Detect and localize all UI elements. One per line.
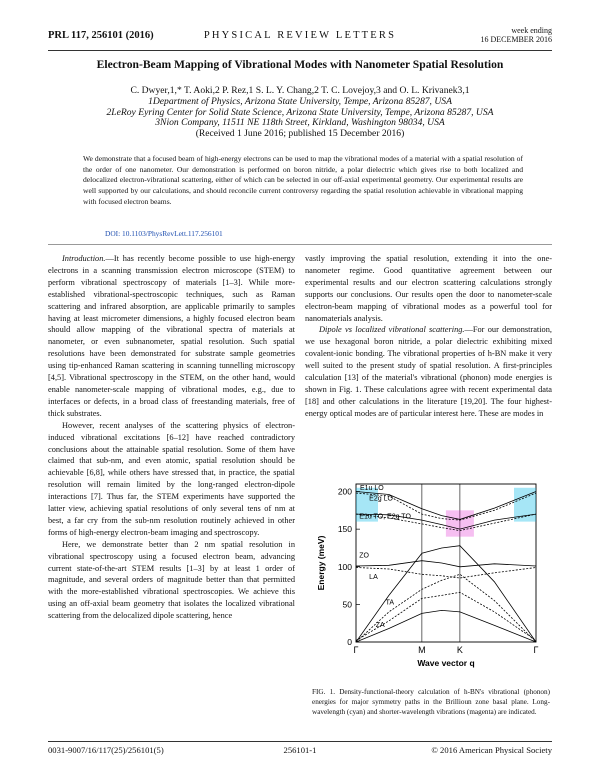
journal-reference: PRL 117, 256101 (2016) [48,30,154,41]
branch-line [356,574,536,642]
copyright: © 2016 American Physical Society [431,745,552,755]
mode-label: E2g LO [369,495,393,503]
magenta-highlight-k [446,510,474,536]
week-ending-label: week ending [511,26,552,35]
paper-title: Electron-Beam Mapping of Vibrational Modes with Nanometer Spatial Resolution [96,58,504,71]
paragraph-demonstration: Here, we demonstrate better than 2 nm spatial resolution in vibrational spectroscopy using a focused electron beam, advancing current state-of-the-art STEM results [1–3] by at least 1 order of magnitude, and several orders of magnitude better than that permitted with the more-established vibrational spectroscopies. We achieve this using an off-axial beam geometry that isolates the localized vibrational scattering from the delocalized dipole scattering, hence [48,539,295,621]
intro-text: —It has recently become possible to use high-energy electrons in a scanning transmission electron microscope (STEM) to perform vibrational spectroscopy of materials [1–3]. While more-established vibrational-spectroscopic techniques, such as Raman scattering and infrared absorption, are applicable primarily to samples having at least micrometer dimensions, a highly focused electron beam should allow mapping of the vibrational spectra of materials at nanometer, or even subnanometer, spatial resolution. Such spatial resolutions have been demonstrated for substrate sample geometries using tip-enhanced Raman scattering in scanning tunnelling microscopy [4,5]. Vibrational spectroscopy in the STEM, on the other hand, would enable nanometer-scale mapping of vibrational modes, e.g., due to interfaces or defects, in a broad class of freestanding materials, free of thick substrates. [48,254,295,418]
x-tick-label: Γ [533,645,539,655]
journal-name: PHYSICAL REVIEW LETTERS [203,30,397,41]
mode-label: TA [385,599,395,607]
dipole-paragraph [305,324,552,419]
left-column [48,253,295,622]
footer-rule [48,741,552,742]
y-tick-label: 50 [342,599,352,610]
intro-paragraph [48,253,295,420]
mode-label: E1u TO, E2g TO [359,513,411,521]
author-list: C. Dwyer,1,* T. Aoki,2 P. Rez,1 S. L. Y. Chang,2 T. C. Lovejoy,3 and O. L. Krivanek3,1 [130,85,470,96]
plot-frame [356,484,536,642]
doi-line [105,229,223,238]
y-axis-label: Energy (meV) [316,535,326,591]
doi-link[interactable]: DOI: 10.1103/PhysRevLett.117.256101 [105,229,223,238]
x-axis-label: Wave vector q [417,658,475,668]
page-number: 256101-1 [283,745,317,755]
week-ending-date: 16 DECEMBER 2016 [480,35,552,44]
header-rule [48,50,552,51]
week-ending [480,26,552,44]
mode-label: LA [369,573,378,581]
received-date: (Received 1 June 2016; published 15 December 2016) [195,128,405,140]
y-tick-label: 0 [347,637,352,647]
intro-lead: Introduction. [62,254,106,263]
y-tick-label: 200 [337,486,352,497]
footer-code: 0031-9007/16/117(25)/256101(5) [48,745,164,755]
dipole-text: —For our demonstration, we use hexagonal boron nitride, a polar dielectric exhibiting mixed covalent-ionic bonding. The vibrational properties of h-BN make it very well suited to the present study of spatial resolution. A first-principles calculation [13] of the material's vibrational (phonon) mode energies is shown in Fig. 1. These calculations agree with recent experimental data [18] and other calculations in the literature [19,20]. The four highest-energy optical modes are of particular interest here. These are modes in [305,325,552,418]
mode-label: ZO [359,552,370,560]
affiliation-3: 3Nion Company, 11511 NE 118th Street, Kirkland, Washington 98034, USA [155,117,445,129]
branch-line [356,592,536,640]
mode-label: ZA [375,621,385,629]
abstract: We demonstrate that a focused beam of high-energy electrons can be used to map the vibrational modes of a material with a spatial resolution of the order of one nanometer. Our demonstration is performed on boron nitride, a polar dielectric which gives rise to both localized and delocalized electron-vibrational scattering, either of which can be selected in our off-axial experimental geometry. Our experimental results are well supported by our calculations, and should reconcile current controversy regarding the spatial resolution achievable in vibrational mapping with focused electron beams. [83,154,523,206]
x-tick-label: Γ [353,645,359,655]
dispersion-chart [310,478,550,684]
x-tick-label: K [456,645,463,655]
mode-label: E1u LO [359,485,384,493]
branch-line [356,568,536,579]
right-column [305,253,552,420]
paragraph-continuation: vastly improving the spatial resolution, extending it into the one-nanometer regime. Good quantitative agreement between our experimental results and our electron scattering calculations strongly supports our conclusions. Our results open the door to nanometer-scale electron-beam mapping of vibrational modes as a powerful tool for nanomaterials analysis. [305,254,552,323]
figure-1 [310,478,550,684]
author-block [48,86,552,140]
abstract-separator [48,244,552,245]
x-tick-label: M [418,645,426,655]
paragraph-controversy: However, recent analyses of the scattering physics of electron-induced vibrational excitations [6–12] have reached contradictory conclusions about the attainable spatial resolution. Some of them have claimed that sub-nm, and even atomic, spatial resolution should be achievable [6,8], while others have stressed that, in practice, the spatial resolution will remain limited by the long-ranged electron-dipole interactions [7]. Thus far, the STEM experiments have supported the latter view, achieving spatial resolutions of only several tens of nm at best, a far cry from the sub-nm resolution routinely achieved in other forms of high-energy electron-beam imaging and spectroscopy. [48,420,295,537]
dipole-lead: Dipole vs localized vibrational scattering. [319,325,465,335]
y-tick-label: 150 [337,524,352,535]
y-tick-label: 100 [337,561,352,572]
figure-caption: FIG. 1. Density-functional-theory calculation of h-BN's vibrational (phonon) energies for major symmetry paths in the Brillioun zone basal plane. Long-wavelength (cyan) and shorter-wavelength vibrations (magenta) are indicated. [312,688,550,716]
affiliation-1: 1Department of Physics, Arizona State University, Tempe, Arizona 85287, USA [148,95,452,107]
branch-line [356,561,536,567]
affiliation-2: 2LeRoy Eyring Center for Solid State Science, Arizona State University, Tempe, Arizona 85287, USA [106,106,494,118]
running-header [48,26,552,48]
